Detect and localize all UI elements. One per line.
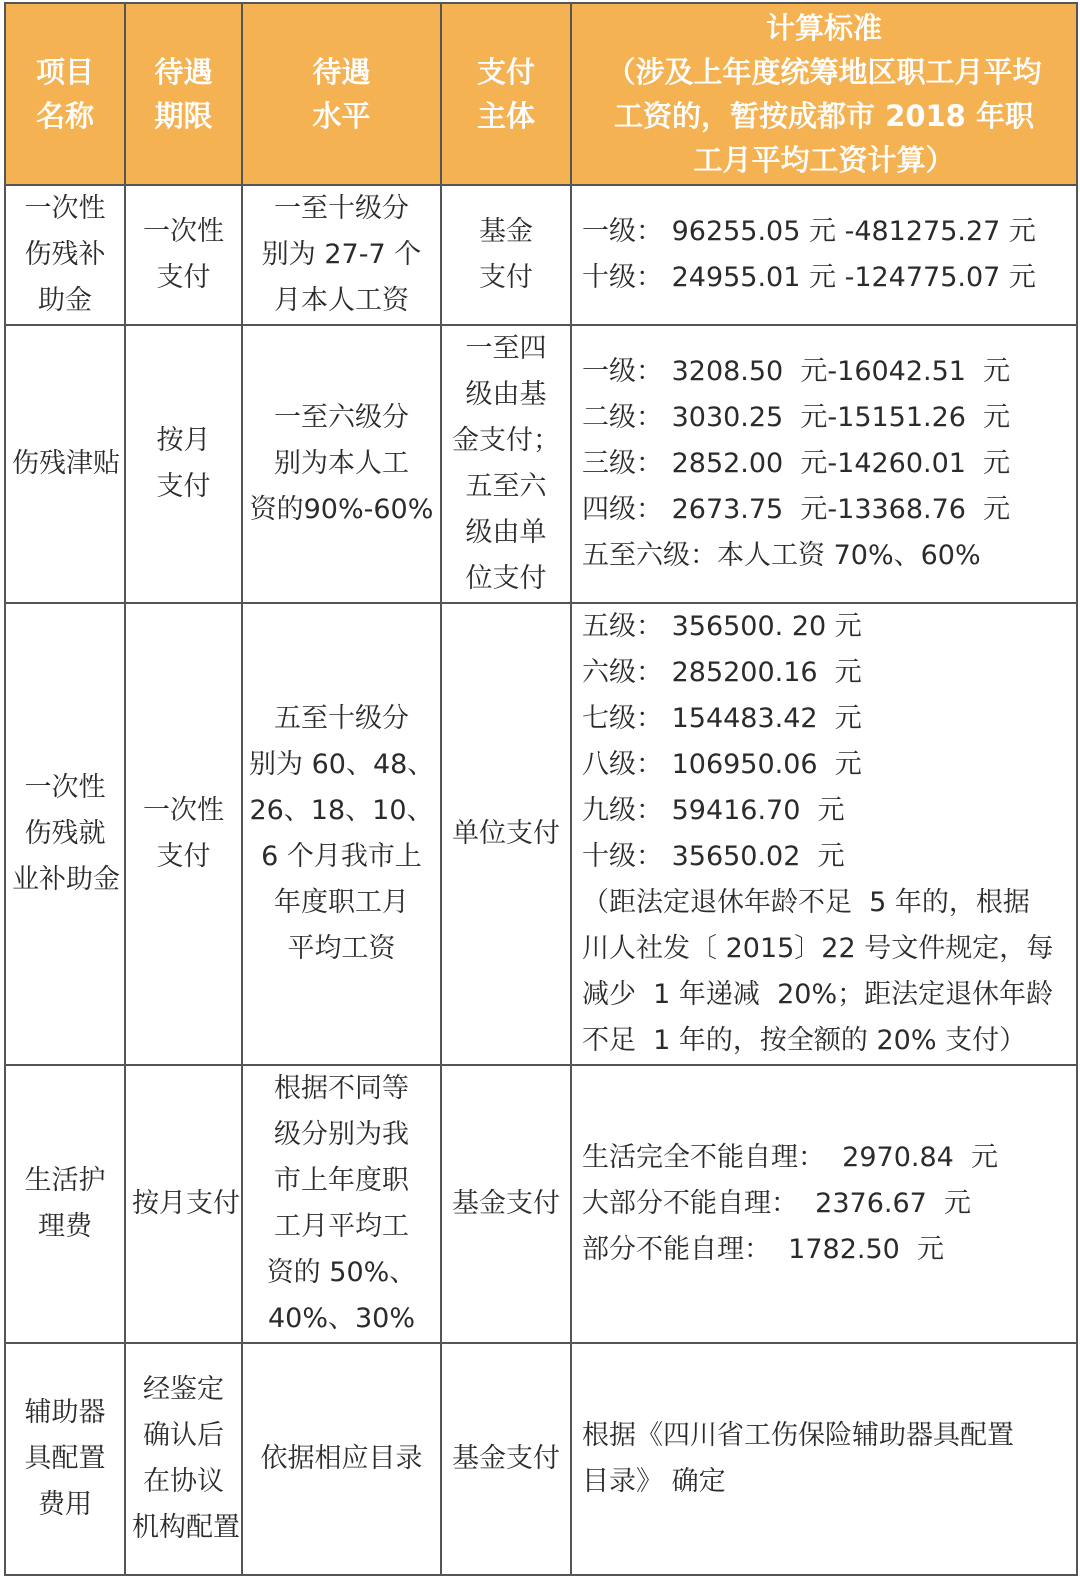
cell-text: 基金 (479, 216, 533, 247)
header-text: 名称 (35, 99, 94, 133)
header-row (5, 3, 1077, 185)
table-row (5, 185, 1077, 325)
header-text: （涉及上年度统筹地区职工月平均 (606, 55, 1042, 89)
cell-text: 五至六 (465, 471, 547, 502)
cell-text: 按月支付 (132, 1188, 240, 1219)
cell-text: 支付 (156, 262, 211, 293)
cell-text: 伤残就 (24, 818, 106, 849)
header-text: 项目 (35, 55, 94, 89)
cell-text: 别为 60、48、 (249, 749, 435, 780)
period-cell (125, 603, 242, 1065)
cell-text: 支付 (156, 841, 211, 872)
table-row (5, 325, 1077, 603)
cell-text: 不足 1 年的，按全额的 20% 支付） (582, 1025, 1027, 1056)
cell-text: 在协议 (143, 1466, 224, 1497)
cell-text: 别为 27-7 个 (261, 239, 422, 270)
cell-text: 十级： 24955.01 元 -124775.07 元 (582, 262, 1036, 293)
cell-text: 二级： 3030.25 元-15151.26 元 (582, 402, 1011, 433)
cell-text: 经鉴定 (143, 1374, 224, 1405)
cell-text: 业补助金 (12, 864, 120, 895)
cell-text: 位支付 (465, 563, 547, 594)
level-cell (242, 1343, 441, 1575)
cell-text: 月本人工资 (274, 285, 409, 316)
cell-text: 六级： 285200.16 元 (582, 657, 862, 688)
cell-text: 生活护 (24, 1165, 106, 1196)
cell-text: 一次性 (143, 216, 224, 247)
header-standard (571, 3, 1077, 185)
cell-text: 辅助器 (24, 1397, 106, 1428)
level-cell (242, 185, 441, 325)
cell-text: 级由单 (465, 517, 547, 548)
cell-text: 一级： 96255.05 元 -481275.27 元 (582, 216, 1036, 247)
item-name-cell (5, 1065, 125, 1343)
item-name-cell (5, 1343, 125, 1575)
cell-text: 基金支付 (452, 1188, 560, 1219)
cell-text: 别为本人工 (274, 448, 409, 479)
cell-text: 四级： 2673.75 元-13368.76 元 (582, 494, 1011, 525)
cell-text: 金支付； (452, 425, 560, 456)
cell-text: 单位支付 (452, 818, 560, 849)
payer-cell (441, 185, 571, 325)
cell-text: 伤残津贴 (12, 448, 120, 479)
cell-text: 根据不同等 (274, 1073, 409, 1104)
cell-text: 资的 50%、 (266, 1257, 417, 1288)
cell-text: 支付 (156, 471, 211, 502)
cell-text: 资的90%-60% (249, 494, 434, 525)
benefits-table (4, 2, 1078, 1576)
table-row (5, 603, 1077, 1065)
item-name-cell (5, 603, 125, 1065)
cell-text: 一次性 (24, 193, 106, 224)
cell-text: 市上年度职 (274, 1165, 409, 1196)
cell-text: 一至十级分 (274, 193, 409, 224)
cell-text: 部分不能自理： 1782.50 元 (582, 1234, 944, 1265)
cell-text: 十级： 35650.02 元 (582, 841, 845, 872)
cell-text: 理费 (38, 1211, 92, 1242)
header-item-name (5, 3, 125, 185)
cell-text: 助金 (38, 285, 92, 316)
header-text: 水平 (312, 99, 371, 133)
cell-text: 川人社发〔 2015〕22 号文件规定，每 (582, 933, 1054, 964)
level-cell (242, 603, 441, 1065)
cell-text: 大部分不能自理： 2376.67 元 (582, 1188, 971, 1219)
cell-text: 一次性 (143, 795, 224, 826)
cell-text: 机构配置 (132, 1512, 240, 1543)
cell-text: 三级： 2852.00 元-14260.01 元 (582, 448, 1011, 479)
header-period (125, 3, 242, 185)
cell-text: 工月平均工 (274, 1211, 409, 1242)
level-cell (242, 325, 441, 603)
cell-text: 九级： 59416.70 元 (582, 795, 845, 826)
cell-text: 依据相应目录 (260, 1443, 423, 1474)
period-cell (125, 325, 242, 603)
cell-text: 生活完全不能自理： 2970.84 元 (582, 1142, 998, 1173)
standard-cell (571, 185, 1077, 325)
payer-cell (441, 325, 571, 603)
cell-text: 目录》 确定 (582, 1466, 726, 1497)
header-level (242, 3, 441, 185)
cell-text: 一次性 (24, 772, 106, 803)
payer-cell (441, 1065, 571, 1343)
period-cell (125, 1065, 242, 1343)
period-cell (125, 1343, 242, 1575)
cell-text: 基金支付 (452, 1443, 560, 1474)
header-text: 主体 (476, 99, 535, 133)
level-cell (242, 1065, 441, 1343)
cell-text: 年度职工月 (274, 887, 409, 918)
cell-text: 根据《四川省工伤保险辅助器具配置 (582, 1420, 1014, 1451)
table-row (5, 1343, 1077, 1575)
header-text: 待遇 (154, 55, 213, 89)
header-text: 支付 (476, 55, 535, 89)
cell-text: 40%、30% (267, 1303, 416, 1334)
payer-cell (441, 603, 571, 1065)
item-name-cell (5, 185, 125, 325)
cell-text: 按月 (156, 425, 211, 456)
standard-cell (571, 325, 1077, 603)
cell-text: 减少 1 年递减 20%；距法定退休年龄 (582, 979, 1054, 1010)
header-text: 工资的，暂按成都市 2018 年职 (614, 99, 1034, 133)
cell-text: 五至六级：本人工资 70%、60% (582, 540, 981, 571)
table-row (5, 1065, 1077, 1343)
payer-cell (441, 1343, 571, 1575)
cell-text: 一至六级分 (274, 402, 409, 433)
cell-text: 五级： 356500. 20 元 (582, 611, 862, 642)
cell-text: 七级： 154483.42 元 (582, 703, 862, 734)
standard-cell (571, 603, 1077, 1065)
cell-text: 6 个月我市上 (261, 841, 422, 872)
header-payer (441, 3, 571, 185)
item-name-cell (5, 325, 125, 603)
cell-text: 级分别为我 (274, 1119, 409, 1150)
cell-text: 一至四 (465, 333, 547, 364)
header-text: 期限 (154, 99, 213, 133)
cell-text: 一级： 3208.50 元-16042.51 元 (582, 356, 1011, 387)
cell-text: 确认后 (143, 1420, 224, 1451)
cell-text: 级由基 (465, 379, 547, 410)
header-text: 工月平均工资计算） (693, 143, 955, 177)
cell-text: 平均工资 (287, 933, 396, 964)
cell-text: 费用 (38, 1489, 92, 1520)
cell-text: （距法定退休年龄不足 5 年的，根据 (582, 887, 1030, 918)
cell-text: 伤残补 (24, 239, 106, 270)
cell-text: 五至十级分 (274, 703, 409, 734)
cell-text: 八级： 106950.06 元 (582, 749, 862, 780)
cell-text: 26、18、10、 (249, 795, 434, 826)
cell-text: 具配置 (24, 1443, 106, 1474)
header-text: 待遇 (312, 55, 371, 89)
cell-text: 支付 (479, 262, 533, 293)
standard-cell (571, 1065, 1077, 1343)
standard-cell (571, 1343, 1077, 1575)
period-cell (125, 185, 242, 325)
header-text: 计算标准 (765, 11, 882, 45)
